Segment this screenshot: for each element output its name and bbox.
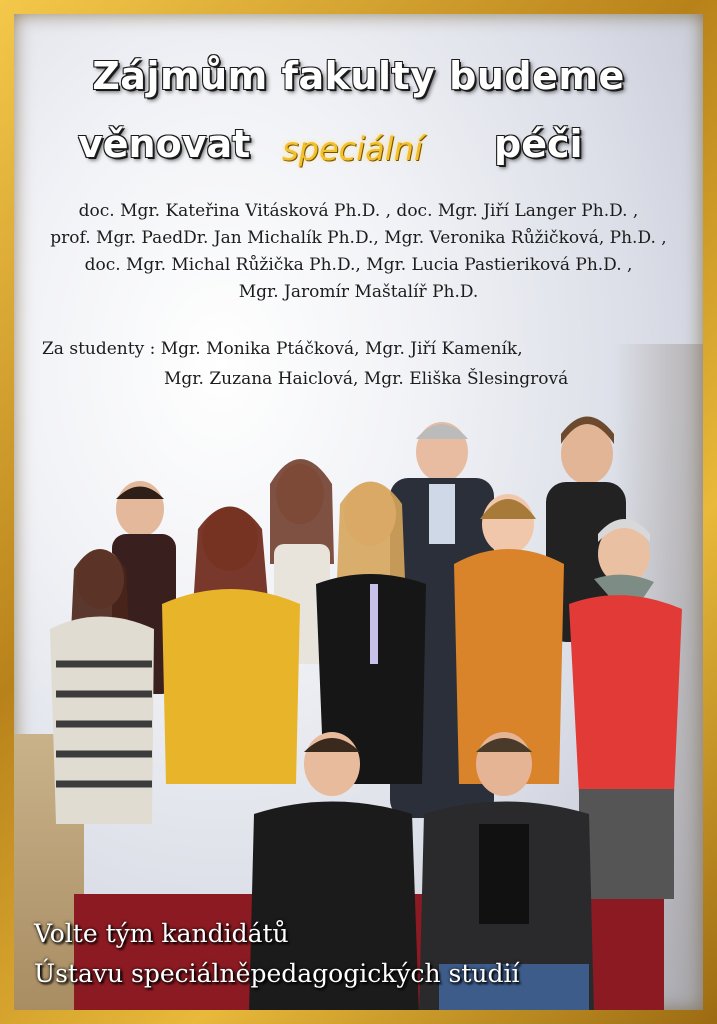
headline-word-peci: péči: [494, 122, 583, 166]
headline-line-2: [14, 122, 703, 178]
footer-line-1: Volte tým kandidátů: [34, 919, 289, 948]
headline-word-specialni: speciální: [282, 130, 423, 168]
candidate-line: doc. Mgr. Michal Růžička Ph.D., Mgr. Lucia Pastieriková Ph.D. ,: [84, 255, 633, 275]
candidate-line: prof. Mgr. PaedDr. Jan Michalík Ph.D., Mgr. Veronika Růžičková, Ph.D. ,: [50, 228, 667, 248]
headline-word-venovat: věnovat: [78, 122, 251, 166]
candidate-list: [14, 198, 703, 306]
candidate-line: Mgr. Jaromír Maštalíř Ph.D.: [238, 282, 479, 302]
student-line-2: Mgr. Zuzana Haiclová, Mgr. Eliška Šlesingrová: [164, 369, 569, 389]
student-candidates: [42, 334, 702, 394]
headline-line-1: Zájmům fakulty budeme: [92, 54, 625, 98]
poster-background: [14, 14, 703, 1010]
footer-line-2: Ústavu speciálněpedagogických studií: [34, 959, 520, 988]
candidate-line: doc. Mgr. Kateřina Vitásková Ph.D. , doc. Mgr. Jiří Langer Ph.D. ,: [78, 201, 639, 221]
student-line-1: Za studenty : Mgr. Monika Ptáčková, Mgr. Jiří Kameník,: [42, 339, 523, 359]
call-to-vote: [34, 914, 520, 994]
